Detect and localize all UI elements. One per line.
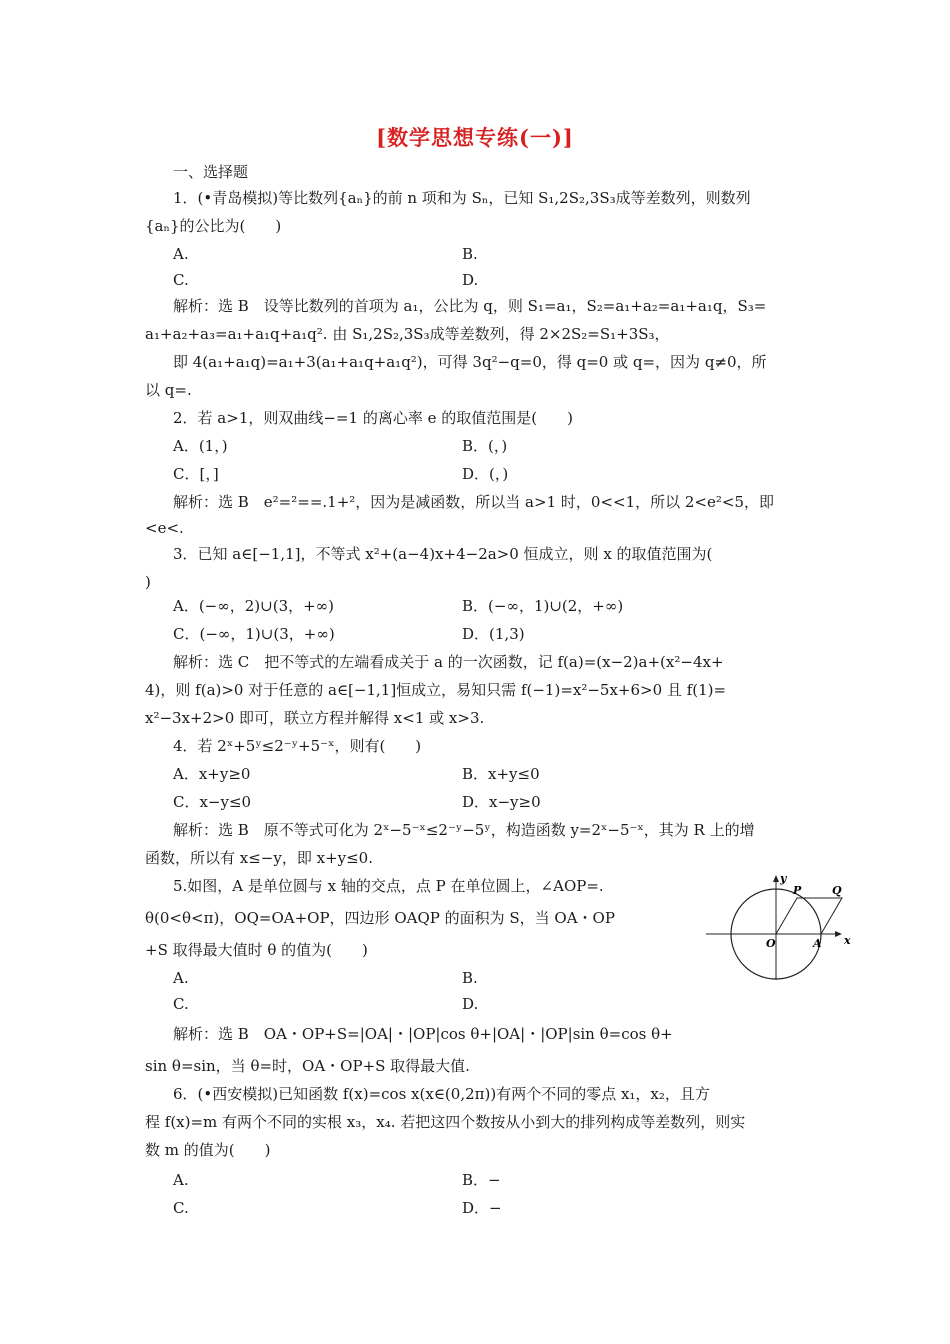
y-axis-arrow	[773, 875, 779, 882]
q2-solution: <e<.	[145, 519, 184, 537]
label-p: P	[793, 884, 802, 897]
q5-option-d: D.	[462, 995, 479, 1013]
unit-circle-figure	[704, 872, 852, 984]
q2-option-b: B．(，)	[462, 437, 508, 455]
q1-solution: 即 4(a₁+a₁q)=a₁+3(a₁+a₁q+a₁q²)，可得 3q²−q=0，得 q=0 或 q=，因为 q≠0，所	[173, 353, 767, 371]
label-o: O	[766, 937, 776, 950]
q3-option-c: C．(−∞，1)∪(3，+∞)	[173, 625, 335, 643]
q6-stem: 6．(•西安模拟)已知函数 f(x)=cos x(x∈(0,2π))有两个不同的零点 x₁，x₂，且方	[173, 1085, 710, 1103]
q4-stem: 4．若 2ˣ+5ʸ≤2⁻ʸ+5⁻ˣ，则有( )	[173, 737, 422, 755]
q1-solution: a₁+a₂+a₃=a₁+a₁q+a₁q². 由 S₁,2S₂,3S₃成等差数列，得 2×2S₂=S₁+3S₃，	[145, 325, 670, 343]
q3-stem: )	[145, 573, 151, 591]
q3-option-d: D．(1,3)	[462, 625, 525, 643]
q2-option-d: D．(，)	[462, 465, 509, 483]
q5-stem: 5.如图，A 是单位圆与 x 轴的交点，点 P 在单位圆上，∠AOP=.	[173, 877, 604, 895]
q6-option-c: C.	[173, 1199, 189, 1217]
q4-option-a: A．x+y≥0	[173, 765, 251, 783]
x-axis-arrow	[835, 931, 842, 937]
q4-option-b: B．x+y≤0	[462, 765, 540, 783]
q5-stem: +S 取得最大值时 θ 的值为( )	[145, 941, 368, 959]
q2-option-a: A．(1，)	[173, 437, 228, 455]
label-a: A	[813, 937, 822, 950]
q1-solution: 以 q=.	[145, 381, 192, 399]
q6-stem: 数 m 的值为( )	[145, 1141, 271, 1159]
q2-stem: 2．若 a>1，则双曲线−=1 的离心率 e 的取值范围是( )	[173, 409, 573, 427]
q1-solution: 解析：选 B 设等比数列的首项为 a₁，公比为 q，则 S₁=a₁，S₂=a₁+a₂=a₁+a₁q，S₃=	[173, 297, 767, 315]
q5-solution: 解析：选 B OA・OP+S=|OA|・|OP|cos θ+|OA|・|OP|sin θ=cos θ+	[173, 1025, 673, 1043]
q5-option-c: C.	[173, 995, 189, 1013]
q6-option-d: D．−	[462, 1199, 502, 1217]
q6-option-b: B．−	[462, 1171, 501, 1189]
label-y: y	[780, 872, 787, 885]
q2-solution: 解析：选 B e²=²==.1+²，因为是减函数，所以当 a>1 时，0<<1，所以 2<e²<5，即	[173, 493, 774, 511]
q1-option-a: A.	[173, 245, 189, 263]
q4-solution: 解析：选 B 原不等式可化为 2ˣ−5⁻ˣ≤2⁻ʸ−5ʸ，构造函数 y=2ˣ−5⁻ˣ，其为 R 上的增	[173, 821, 755, 839]
q1-option-d: D.	[462, 271, 479, 289]
q6-stem: 程 f(x)=m 有两个不同的实根 x₃，x₄. 若把这四个数按从小到大的排列构成等差数列，则实	[145, 1113, 746, 1131]
q3-stem: 3．已知 a∈[−1,1]，不等式 x²+(a−4)x+4−2a>0 恒成立，则 x 的取值范围为(	[173, 545, 713, 563]
q4-option-c: C．x−y≤0	[173, 793, 252, 811]
q5-solution: sin θ=sin，当 θ=时，OA・OP+S 取得最大值.	[145, 1057, 470, 1075]
q1-option-b: B.	[462, 245, 478, 263]
q3-solution: x²−3x+2>0 即可，联立方程并解得 x<1 或 x>3.	[145, 709, 485, 727]
q5-option-b: B.	[462, 969, 478, 987]
label-x: x	[844, 934, 851, 947]
q5-option-a: A.	[173, 969, 189, 987]
q1-option-c: C.	[173, 271, 189, 289]
q1-stem: {aₙ}的公比为( )	[145, 217, 282, 235]
q6-option-a: A.	[173, 1171, 189, 1189]
q5-stem: θ(0<θ<π)，OQ=OA+OP，四边形 OAQP 的面积为 S，当 OA・OP	[145, 909, 615, 927]
q4-option-d: D．x−y≥0	[462, 793, 541, 811]
label-q: Q	[832, 884, 842, 897]
q3-solution: 解析：选 C 把不等式的左端看成关于 a 的一次函数，记 f(a)=(x−2)a+(x²−4x+	[173, 653, 724, 671]
q4-solution: 函数，所以有 x≤−y，即 x+y≤0.	[145, 849, 373, 867]
q2-option-c: C．[，]	[173, 465, 219, 483]
q3-option-b: B．(−∞，1)∪(2，+∞)	[462, 597, 624, 615]
page-title: [数学思想专练(一)]	[376, 125, 574, 150]
q3-option-a: A．(−∞，2)∪(3，+∞)	[173, 597, 335, 615]
q3-solution: 4)，则 f(a)>0 对于任意的 a∈[−1,1]恒成立，易知只需 f(−1)=x²−5x+6>0 且 f(1)=	[145, 681, 727, 699]
q1-stem: 1．(•青岛模拟)等比数列{aₙ}的前 n 项和为 Sₙ，已知 S₁,2S₂,3S₃成等差数列，则数列	[173, 189, 751, 207]
section-heading: 一、选择题	[173, 163, 249, 181]
